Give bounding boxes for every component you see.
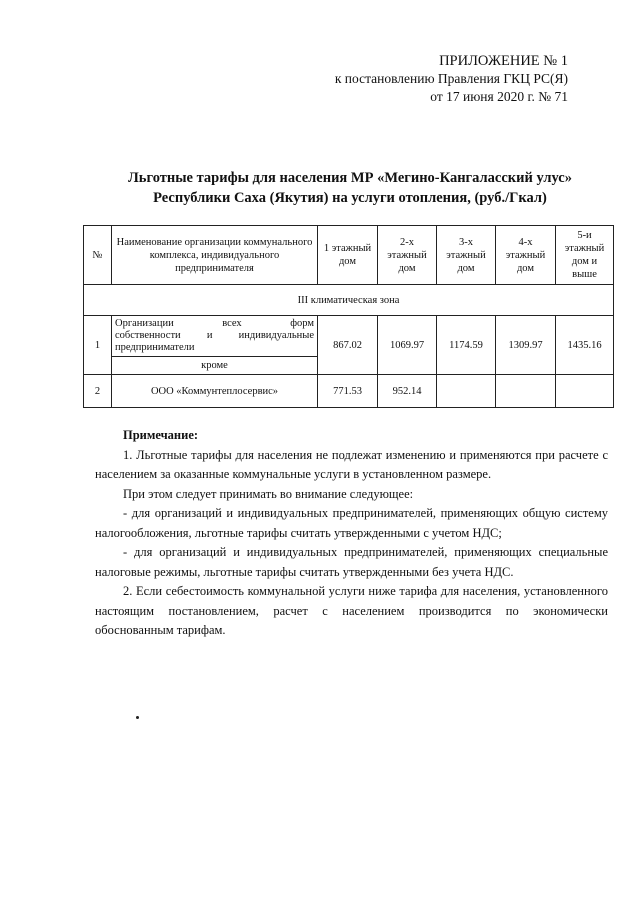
climate-zone-row (84, 285, 614, 316)
document-title (80, 168, 620, 208)
tariff-3-storey (437, 375, 496, 408)
note-paragraph-1: 1. Льготные тарифы для населения не подлежат изменению и применяются при расчете с населением за оказанные коммунальные услуги в установленном размере. (95, 447, 608, 481)
table-row (84, 375, 614, 408)
header-4-storey: 4-х этажный дом (496, 226, 556, 285)
tariff-4-storey (496, 375, 556, 408)
row-number: 1 (84, 316, 112, 375)
appendix-date-line: от 17 июня 2020 г. № 71 (430, 89, 568, 104)
tariff-1-storey: 867.02 (318, 316, 378, 375)
header-organization-name: Наименование организации коммунального комплекса, индивидуального предпринимателя (112, 226, 318, 285)
appendix-header (268, 52, 568, 106)
header-3-storey: 3-х этажный дом (437, 226, 496, 285)
header-2-storey: 2-х этажный дом (378, 226, 437, 285)
notes-heading: Примечание: (123, 428, 199, 442)
note-paragraph-3: - для организаций и индивидуальных предпринимателей, применяющих общую систему налогообложения, льготные тарифы считать утвержденными с учетом НДС; (95, 506, 608, 540)
organization-name-except: кроме (112, 357, 318, 375)
table-row (84, 316, 614, 357)
stray-mark (136, 716, 139, 719)
tariff-4-storey: 1309.97 (496, 316, 556, 375)
header-number: № (84, 226, 112, 285)
appendix-resolution-line: к постановлению Правления ГКЦ РС(Я) (334, 71, 568, 86)
tariff-5-storey-plus: 1435.16 (556, 316, 614, 375)
climate-zone-label: III климатическая зона (84, 285, 614, 316)
organization-name-line: предприниматели (115, 342, 195, 353)
tariff-2-storey: 1069.97 (378, 316, 437, 375)
tariff-table (83, 225, 614, 408)
note-paragraph-2: При этом следует принимать во внимание следующее: (123, 486, 414, 501)
organization-name-line: Организации всех форм (115, 318, 314, 329)
tariff-2-storey: 952.14 (378, 375, 437, 408)
notes-section (95, 426, 608, 641)
document-title-line-1: Льготные тарифы для населения МР «Мегино-Кангаласский улус» (128, 170, 572, 186)
organization-name (112, 316, 318, 357)
organization-name-line: собственности и индивидуальные (115, 330, 314, 341)
organization-name: ООО «Коммунтеплосервис» (112, 375, 318, 408)
header-1-storey: 1 этажный дом (318, 226, 378, 285)
note-paragraph-5: 2. Если себестоимость коммунальной услуги ниже тарифа для населения, установленного настоящим постановлением, расчет с населением производится по экономически обоснованным тарифам. (95, 584, 608, 637)
document-title-line-2: Республики Саха (Якутия) на услуги отопления, (руб./Гкал) (153, 190, 547, 206)
row-number: 2 (84, 375, 112, 408)
table-header-row (84, 226, 614, 285)
tariff-5-storey-plus (556, 375, 614, 408)
header-5-storey-plus: 5-и этажный дом и выше (556, 226, 614, 285)
appendix-title: ПРИЛОЖЕНИЕ № 1 (439, 53, 568, 69)
tariff-1-storey: 771.53 (318, 375, 378, 408)
tariff-3-storey: 1174.59 (437, 316, 496, 375)
note-paragraph-4: - для организаций и индивидуальных предпринимателей, применяющих специальные налоговые режимы, льготные тарифы считать утвержденными без учета НДС. (95, 545, 608, 579)
